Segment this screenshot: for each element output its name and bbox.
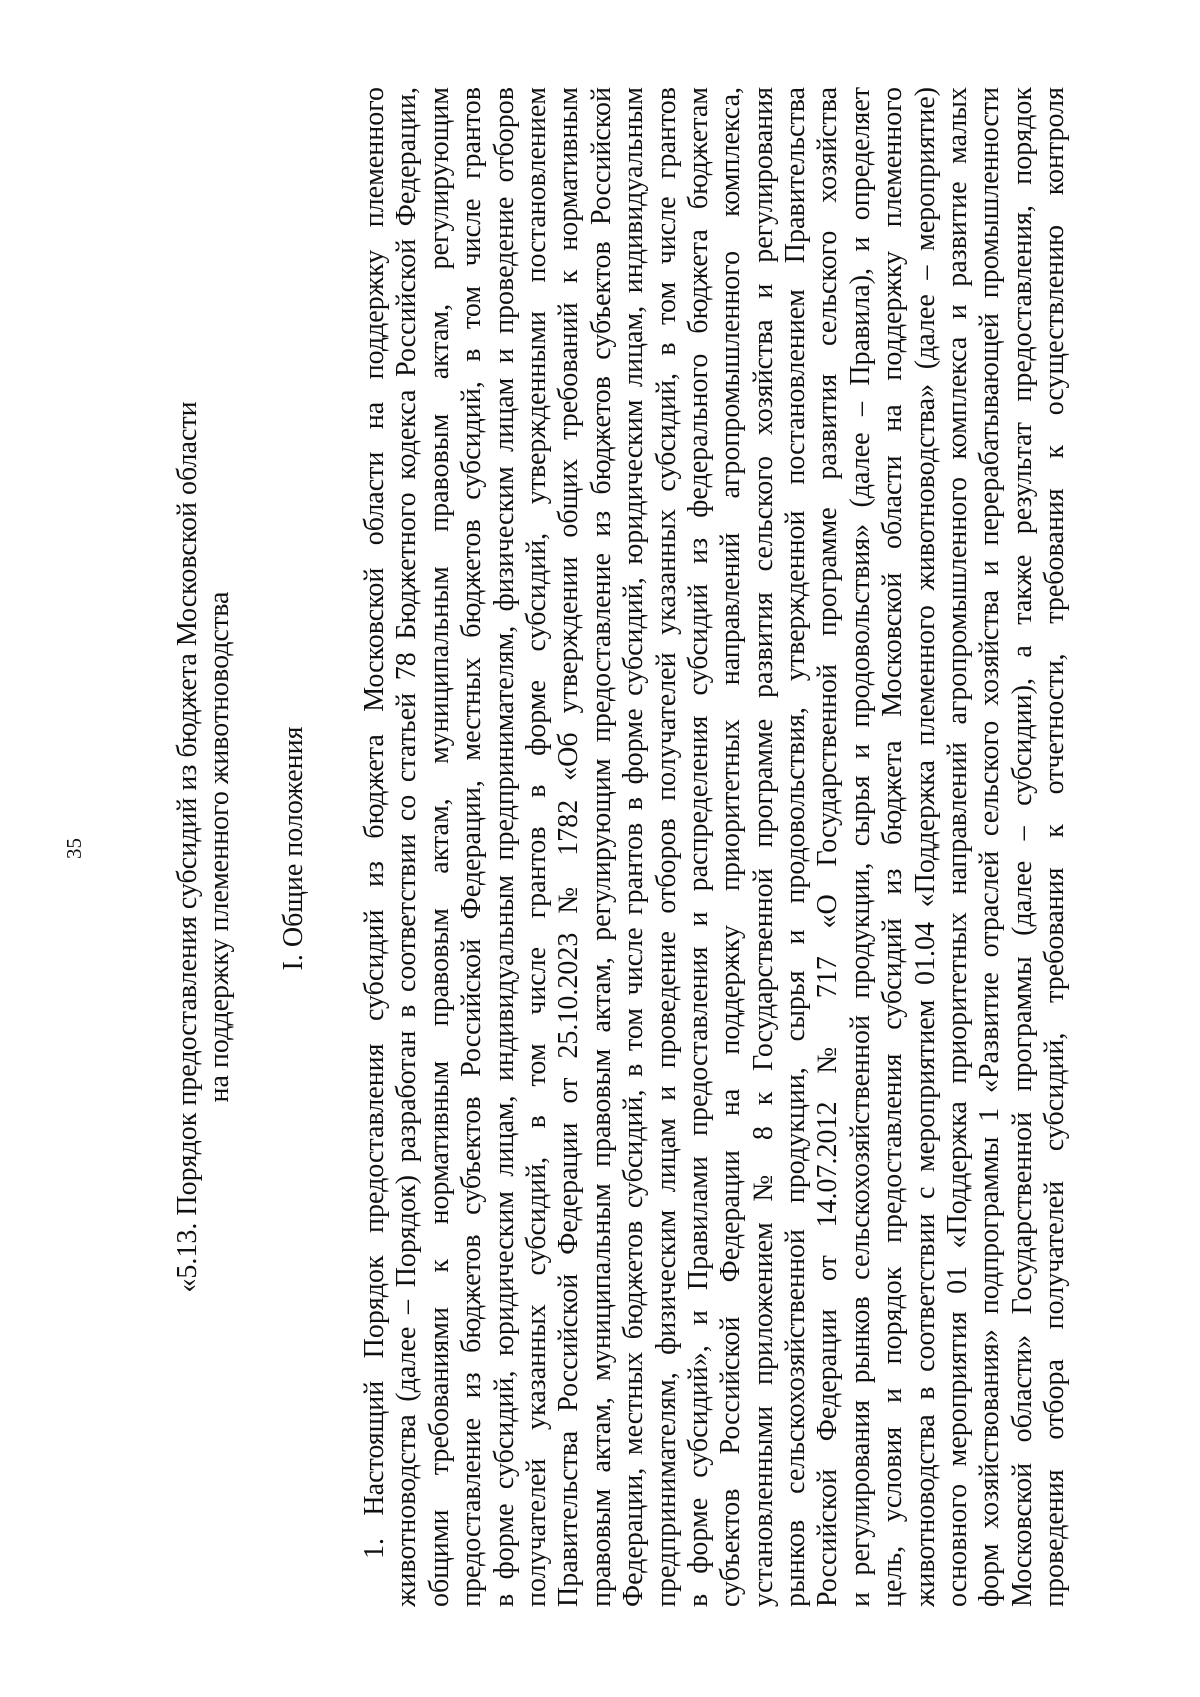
body-line: животноводства в соответствии с мероприятием 01.04 «Поддержка племенного животноводства» (далее – мероприятие)	[909, 87, 941, 1607]
body-line: Федерации, местных бюджетов субсидий, в том числе грантов в форме субсидий, юридическим лицам, индивидуальным	[618, 87, 650, 1607]
body-line: рынков сельскохозяйственной продукции, сырья и продовольствия, утвержденной постановлением Правительства	[780, 87, 812, 1607]
body-line: основного мероприятия 01 «Поддержка приоритетных направлений агропромышленного комплекса и развитие малых	[942, 87, 974, 1607]
body-line: правовым актам, муниципальным правовым актам, регулирующим предоставление из бюджетов субъектов Российской	[585, 87, 617, 1607]
document-title-line-2: на поддержку племенного животноводства	[204, 591, 235, 1103]
body-line: получателей указанных субсидий, в том числе грантов в форме субсидий, утвержденными постановлением	[520, 87, 552, 1607]
body-line: предпринимателям, физическим лицам и проведение отборов получателей указанных субсидий, в том числе грантов	[650, 87, 682, 1607]
body-line: 1. Настоящий Порядок предоставления субсидий из бюджета Московской области на поддержку племенного	[359, 87, 390, 1559]
body-line: форм хозяйствования» подпрограммы 1 «Развитие отраслей сельского хозяйства и перерабатывающей промышленности	[974, 87, 1006, 1607]
body-line: и регулирования рынков сельскохозяйственной продукции, сырья и продовольствия» (далее – Правила), и определяет	[844, 87, 876, 1607]
body-line: животноводства (далее – Порядок) разработан в соответствии со статьей 78 Бюджетного кодекса Российской Федерации,	[391, 87, 423, 1607]
body-line: установленными приложением № 8 к Государственной программе развития сельского хозяйства и регулирования	[747, 87, 779, 1607]
body-line: цель, условия и порядок предоставления субсидий из бюджета Московской области на поддержку племенного	[877, 87, 909, 1607]
section-heading: I. Общие положения	[278, 726, 309, 971]
page-number: 35	[62, 838, 86, 859]
document-title	[172, 307, 236, 1387]
document-title-line-1: «5.13. Порядок предоставления субсидий из бюджета Московской области	[172, 401, 203, 1293]
body-line: в форме субсидий, юридическим лицам, индивидуальным предпринимателям, физическим лицам и проведение отборов	[488, 87, 520, 1607]
body-paragraph	[359, 87, 1072, 1607]
body-line: предоставление из бюджетов субъектов Российской Федерации, местных бюджетов субсидий, в том числе грантов	[456, 87, 488, 1607]
body-line: Московской области» Государственной программы (далее – субсидии), а также результат предоставления, порядок	[1006, 87, 1038, 1607]
body-line: в форме субсидий», и Правилами предоставления и распределения субсидий из федерального бюджета бюджетам	[682, 87, 714, 1607]
body-line: Правительства Российской Федерации от 25.10.2023 № 1782 «Об утверждении общих требований к нормативным	[553, 87, 585, 1607]
body-line: проведения отбора получателей субсидий, требования к отчетности, требования к осуществлению контроля	[1039, 87, 1071, 1607]
body-line: субъектов Российской Федерации на поддержку приоритетных направлений агропромышленного комплекса,	[715, 87, 747, 1607]
body-line: Российской Федерации от 14.07.2012 № 717 «О Государственной программе развития сельского хозяйства	[812, 87, 844, 1607]
body-line: общими требованиями к нормативным правовым актам, муниципальным правовым актам, регулирующим	[423, 87, 455, 1607]
